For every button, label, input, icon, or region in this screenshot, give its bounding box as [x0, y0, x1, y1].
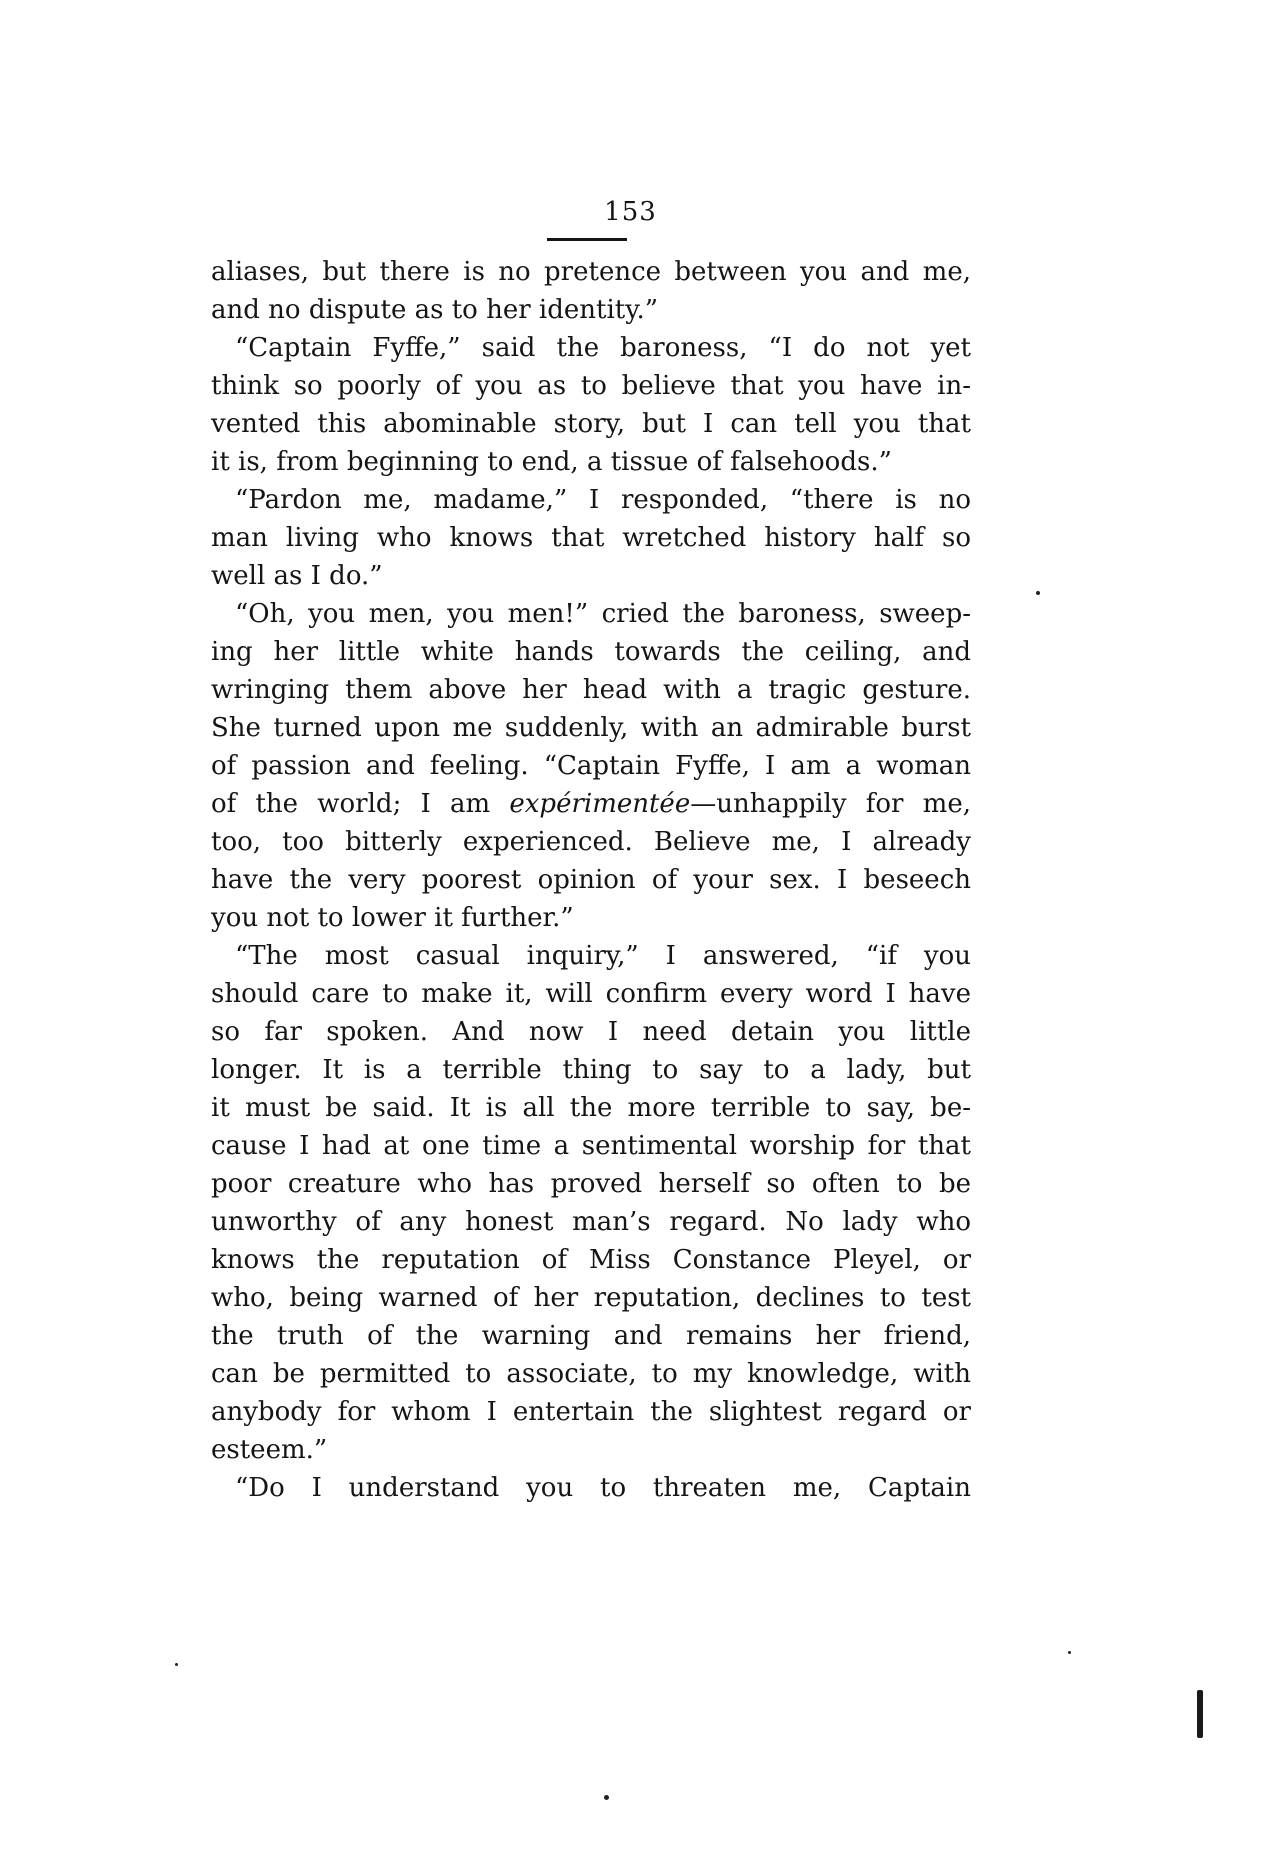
text-line: She turned upon me suddenly, with an admirable burst [211, 713, 971, 743]
scan-speck [604, 1795, 609, 1800]
text-line: well as I do.” [211, 561, 383, 591]
text-line: think so poorly of you as to believe that you have in- [211, 371, 971, 401]
text-line: unworthy of any honest man’s regard. No lady who [211, 1207, 971, 1237]
text-line: poor creature who has proved herself so often to be [211, 1169, 971, 1199]
text-line: it must be said. It is all the more terrible to say, be- [211, 1093, 971, 1123]
text-line: knows the reputation of Miss Constance Pleyel, or [211, 1245, 971, 1275]
text-line: “Captain Fyffe,” said the baroness, “I do not yet [235, 333, 971, 363]
text-line: the truth of the warning and remains her friend, [211, 1321, 971, 1351]
scan-speck [175, 1663, 178, 1666]
text-line: who, being warned of her reputation, declines to test [211, 1283, 971, 1313]
text-line: cause I had at one time a sentimental worship for that [211, 1131, 971, 1161]
page-number-rule [547, 238, 627, 241]
text-line: wringing them above her head with a tragic gesture. [211, 675, 971, 705]
scan-speck [1036, 591, 1040, 595]
text-line: of passion and feeling. “Captain Fyffe, I am a woman [211, 751, 971, 781]
text-line: it is, from beginning to end, a tissue of falsehoods.” [211, 447, 892, 477]
text-line: aliases, but there is no pretence between you and me, [211, 257, 971, 287]
text-line: too, too bitterly experienced. Believe me, I already [211, 827, 971, 857]
text-line: “Oh, you men, you men!” cried the baroness, sweep- [235, 599, 971, 629]
text-line: anybody for whom I entertain the slightest regard or [211, 1397, 971, 1427]
text-line: have the very poorest opinion of your sex. I beseech [211, 865, 971, 895]
text-line: and no dispute as to her identity.” [211, 295, 659, 325]
text-line: man living who knows that wretched history half so [211, 523, 971, 553]
scan-bracket-mark [1197, 1690, 1203, 1738]
text-line: can be permitted to associate, to my knowledge, with [211, 1359, 971, 1389]
italic-word: expérimentée [509, 789, 691, 819]
text-line: longer. It is a terrible thing to say to a lady, but [211, 1055, 971, 1085]
text-line: “Do I understand you to threaten me, Captain [235, 1473, 971, 1503]
text-line: should care to make it, will confirm every word I have [211, 979, 971, 1009]
text-line: so far spoken. And now I need detain you little [211, 1017, 971, 1047]
text-line: vented this abominable story, but I can tell you that [211, 409, 971, 439]
text-line: of the world; I am expérimentée—unhappily for me, [211, 789, 971, 819]
text-line: esteem.” [211, 1435, 328, 1465]
text-line: “The most casual inquiry,” I answered, “if you [235, 941, 971, 971]
scan-speck [1068, 1651, 1071, 1654]
page-number: 153 [604, 197, 657, 227]
body-text [211, 253, 971, 1507]
text-line: ing her little white hands towards the ceiling, and [211, 637, 971, 667]
text-line: “Pardon me, madame,” I responded, “there is no [235, 485, 971, 515]
text-line: you not to lower it further.” [211, 903, 574, 933]
